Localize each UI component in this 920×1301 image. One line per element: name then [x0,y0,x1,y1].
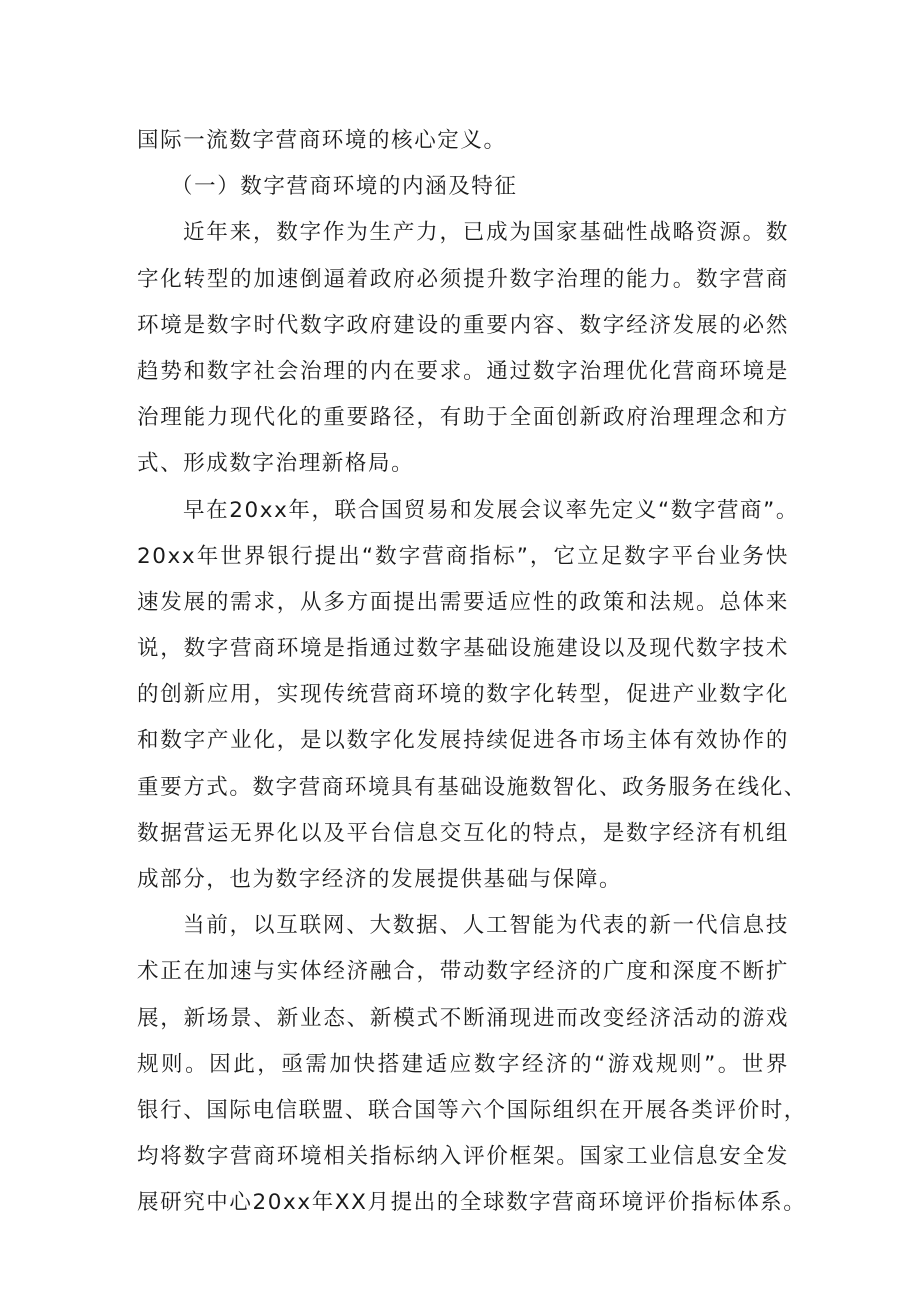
text-line: 早在20xx年，联合国贸易和发展会议率先定义“数字营商”。 [183,497,799,523]
text-line: 趋势和数字社会治理的内在要求。通过数字治理优化营商环境是 [137,358,789,384]
text-line: 银行、国际电信联盟、联合国等六个国际组织在开展各类评价时， [137,1097,807,1123]
text-line: 国际一流数字营商环境的核心定义。 [137,128,507,153]
text-line: 重要方式。数字营商环境具有基础设施数智化、政务服务在线化、 [137,774,807,800]
text-line: 字化转型的加速倒逼着政府必须提升数字治理的能力。数字营商 [137,266,789,292]
text-line: 20xx年世界银行提出“数字营商指标”，它立足数字平台业务快 [137,543,789,569]
text-line: 展，新场景、新业态、新模式不断涌现进而改变经济活动的游戏 [137,1005,789,1031]
text-line: 近年来，数字作为生产力，已成为国家基础性战略资源。数 [183,220,789,246]
document-page [137,118,807,1227]
text-line: 和数字产业化，是以数字化发展持续促进各市场主体有效协作的 [137,728,789,754]
text-line: 治理能力现代化的重要路径，有助于全面创新政府治理理念和方 [137,405,789,431]
text-line: 成部分，也为数字经济的发展提供基础与保障。 [137,867,623,892]
text-line: 展研究中心20xx年XX月提出的全球数字营商环境评价指标体系。 [137,1190,807,1216]
text-line: 的创新应用，实现传统营商环境的数字化转型，促进产业数字化 [137,682,789,708]
text-line: 规则。因此，亟需加快搭建适应数字经济的“游戏规则”。世界 [137,1051,789,1077]
text-line: 数据营运无界化以及平台信息交互化的特点，是数字经济有机组 [137,820,789,846]
text-line: 环境是数字时代数字政府建设的重要内容、数字经济发展的必然 [137,312,789,338]
text-line: 均将数字营商环境相关指标纳入评价框架。国家工业信息安全发 [137,1144,789,1170]
section-heading: （一）数字营商环境的内涵及特征 [171,174,518,200]
text-line: 说，数字营商环境是指通过数字基础设施建设以及现代数字技术 [137,636,789,662]
text-line: 速发展的需求，从多方面提出需要适应性的政策和法规。总体来 [137,589,789,615]
text-line: 术正在加速与实体经济融合，带动数字经济的广度和深度不断扩 [137,959,789,985]
text-line: 当前，以互联网、大数据、人工智能为代表的新一代信息技 [183,913,789,939]
text-line: 式、形成数字治理新格局。 [137,451,415,477]
